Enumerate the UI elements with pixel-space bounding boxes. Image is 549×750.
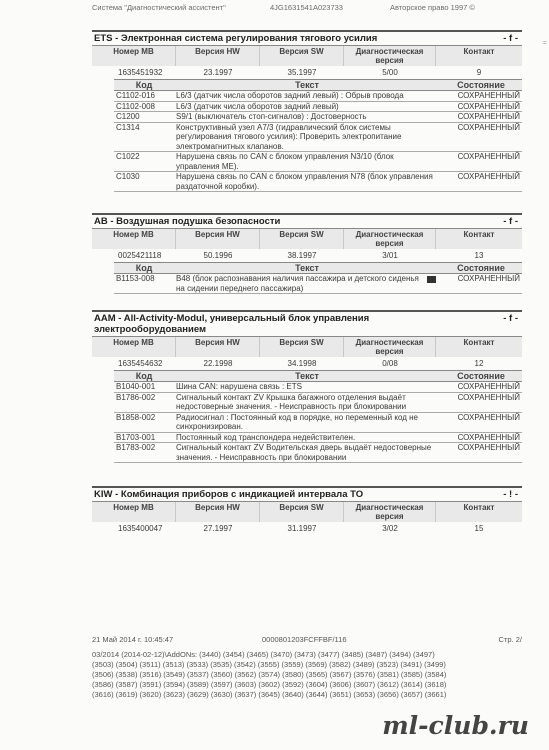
fault-row: C1200 S9/1 (выключатель стоп-сигналов) : Достоверность СОХРАНЕННЫЙ bbox=[116, 112, 520, 121]
environment-data-icon bbox=[427, 276, 436, 283]
addons-list bbox=[92, 650, 527, 700]
module-header-row: Номер MB Версия HW Версия SW Диагностическая версия Контакт bbox=[92, 46, 522, 66]
section-ets bbox=[92, 30, 522, 192]
system-name: Система "Диагностический ассистент" bbox=[92, 3, 226, 12]
section-kiw bbox=[92, 486, 522, 535]
section-aam bbox=[92, 310, 522, 463]
fault-table bbox=[114, 79, 522, 192]
fault-row: C1314 Конструктивный узел A7/3 (гидравлический блок системы регулирования тягового усилия): Проверить электропитание электромагнитных клапанов. СОХРАНЕННЫЙ bbox=[116, 122, 520, 151]
fault-table-header: Код Текст Состояние bbox=[114, 263, 522, 274]
section-flag: - ! - bbox=[503, 489, 518, 500]
addons-line: (3586) (3587) (3591) (3594) (3589) (3597) (3603) (3602) (3592) (3604) (3606) (3607) (3612) (3614) (3618) bbox=[92, 680, 447, 689]
section-title: AB - Воздушная подушка безопасности - f - bbox=[92, 213, 522, 229]
fault-row: B1858-002 Радиосигнал : Постоянный код в порядке, но переменный код не синхронизирован. СОХРАНЕННЫЙ bbox=[116, 412, 520, 431]
module-values-row: 1635454632 22.1998 34.1998 0/08 12 bbox=[118, 359, 484, 368]
fault-row: B1703-001 Постоянный код транспондера недействителен. СОХРАНЕННЫЙ bbox=[116, 432, 520, 442]
fault-row: B1786-002 Сигнальный контакт ZV Крышка багажного отделения выдаёт недостоверные значения. - Неисправность при блокировании СОХРАНЕННЫЙ bbox=[116, 392, 520, 411]
copyright-note: Авторское право 1997 © bbox=[390, 3, 475, 12]
addons-line: (3616) (3619) (3620) (3623) (3629) (3630) (3637) (3645) (3640) (3644) (3651) (3653) (3656) (3657) (3661) bbox=[92, 690, 447, 699]
section-ab bbox=[92, 213, 522, 294]
fault-row: B1783-002 Сигнальный контакт ZV Водительская дверь выдаёт недостоверные значения. - Неисправность при блокировании СОХРАНЕННЫЙ bbox=[116, 443, 520, 462]
fault-row: B1153-008 B48 (блок распознавания наличия пассажира и детского сиденья на сидении переднего пассажира) СОХРАНЕННЫЙ bbox=[116, 274, 520, 293]
footer-page: Стр. 2/ bbox=[498, 635, 522, 644]
fault-row: C1102-016 L6/3 (датчик числа оборотов задний левый) : Обрыв провода СОХРАНЕННЫЙ bbox=[116, 91, 520, 100]
module-header-row: Номер MB Версия HW Версия SW Диагностическая версия Контакт bbox=[92, 337, 522, 357]
module-values-row: 0025421118 50.1996 38.1997 3/01 13 bbox=[118, 251, 484, 260]
footer-code: 0000801203FCFFBF/116 bbox=[262, 635, 347, 644]
section-title: KIW - Комбинация приборов с индикацией интервала ТО - ! - bbox=[92, 486, 522, 502]
fault-table bbox=[114, 370, 522, 463]
edge-mark: = bbox=[542, 40, 547, 47]
section-flag: - f - bbox=[503, 313, 518, 324]
section-title: ETS - Электронная система регулирования тягового усилия - f - bbox=[92, 30, 522, 46]
report-header-line bbox=[0, 3, 549, 13]
section-flag: - f - bbox=[503, 216, 518, 227]
addons-line: 03/2014 (2014-02-12)\AddONs: (3440) (3454) (3465) (3470) (3473) (3477) (3485) (3487) (3494) (3497) bbox=[92, 650, 435, 659]
module-values-row: 1635451932 23.1997 35.1997 5/00 9 bbox=[118, 68, 482, 77]
section-title: AAM - All-Activity-Modul, универсальный блок управления электрооборудованием - f - bbox=[92, 310, 522, 337]
watermark-logo: ml-club.ru bbox=[382, 711, 529, 740]
module-header-row: Номер MB Версия HW Версия SW Диагностическая версия Контакт bbox=[92, 229, 522, 249]
module-values-row: 1635400047 27.1997 31.1997 3/02 15 bbox=[118, 524, 484, 533]
fault-table-header: Код Текст Состояние bbox=[114, 371, 522, 382]
fault-row: C1102-008 L6/3 (датчик числа оборотов задний левый) СОХРАНЕННЫЙ bbox=[116, 101, 520, 111]
vin-number: 4JG1631541A023733 bbox=[270, 3, 343, 12]
fault-row: B1040-001 Шина CAN: нарушена связь : ETS СОХРАНЕННЫЙ bbox=[116, 382, 520, 391]
fault-row: C1022 Нарушена связь по CAN с блоком управления N3/10 (блок управления ME). СОХРАНЕННЫЙ bbox=[116, 152, 520, 171]
fault-table-header: Код Текст Состояние bbox=[114, 80, 522, 91]
fault-row: C1030 Нарушена связь по CAN с блоком управления N78 (блок управления раздаточной коробки). СОХРАНЕННЫЙ bbox=[116, 172, 520, 191]
section-flag: - f - bbox=[503, 33, 518, 44]
fault-table bbox=[114, 262, 522, 294]
addons-line: (3506) (3538) (3516) (3549) (3537) (3560) (3562) (3574) (3580) (3565) (3567) (3576) (3581) (3585) (3584) bbox=[92, 670, 447, 679]
footer-datetime: 21 Май 2014 г. 10:45:47 bbox=[92, 635, 174, 644]
module-header-row: Номер MB Версия HW Версия SW Диагностическая версия Контакт bbox=[92, 502, 522, 522]
addons-line: (3503) (3504) (3511) (3513) (3533) (3535) (3542) (3555) (3559) (3569) (3582) (3489) (3523) (3491) (3499) bbox=[92, 660, 446, 669]
